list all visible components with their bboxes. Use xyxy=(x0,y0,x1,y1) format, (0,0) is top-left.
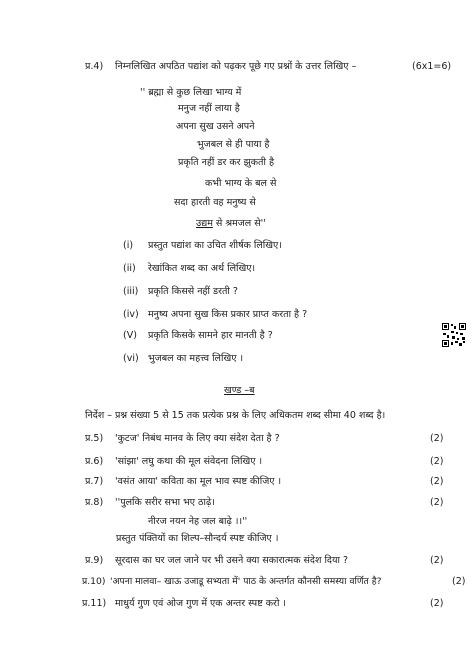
sub-question-text: मनुष्य अपना सुख किस प्रकार प्राप्त करता है ? xyxy=(148,309,308,320)
qr-code-icon xyxy=(442,323,466,347)
question-text: 'सांझा' लघु कथा की मूल संवेदना लिखिए । xyxy=(115,456,263,467)
sub-question-text: भुजबल का महत्त्व लिखिए । xyxy=(148,353,244,364)
question-number: प्र.11) xyxy=(82,598,107,609)
question-number: प्र.6) xyxy=(85,456,104,467)
sub-question-number: (iii) xyxy=(123,286,139,297)
sub-question-number: (V) xyxy=(123,330,137,341)
question-marks: (2) xyxy=(430,456,444,467)
question-marks: (2) xyxy=(430,555,444,566)
question-marks: (2) xyxy=(430,433,444,444)
question-marks: (2) xyxy=(430,598,444,609)
question-text: माधुर्य गुण एवं ओज गुण में एक अन्तर स्पष्ट करो । xyxy=(115,598,287,609)
q4-marks: (6x1=6) xyxy=(412,61,452,72)
sub-question-text: प्रकृति किससे नहीं डरती ? xyxy=(148,286,238,297)
section-heading: खण्ड –ब xyxy=(224,385,255,396)
question-text: सूरदास का घर जल जाने पर भी उसने क्या सकारात्मक संदेश दिया ? xyxy=(115,555,348,566)
poem-line: सदा हारती वह मनुष्य से xyxy=(174,197,256,208)
question-text: 'वसंत आया' कविता का मूल भाव स्पष्ट कीजिए । xyxy=(115,476,282,487)
question-marks: (2) xyxy=(430,476,444,487)
q4-number: प्र.4) xyxy=(85,61,104,72)
sub-question-text: प्रकृति किसके सामने हार मानती है ? xyxy=(148,330,273,341)
underlined-word: उद्यम xyxy=(196,218,213,229)
poem-line: भुजबल से ही पाया है xyxy=(197,139,270,150)
poem-line: अपना सुख उसने अपने xyxy=(176,121,255,132)
question-marks: (2) xyxy=(430,497,444,508)
poem-line: कभी भाग्य के बल से xyxy=(205,178,277,189)
sub-question-text: रेखांकित शब्द का अर्थ लिखिए। xyxy=(148,263,256,274)
question-text: ''पुलकि सरीर सभा भए ठाढ़े। xyxy=(115,497,215,508)
sub-question-number: (iv) xyxy=(123,309,139,320)
question-number: प्र.8) xyxy=(85,497,104,508)
question-text: 'कुटज' निबंध मानव के लिए क्या संदेश देता है ? xyxy=(115,433,280,444)
question-text: 'अपना मालवा– खाऊ उजाडू सभ्यता में' पाठ के अन्तर्गत कौनसी समस्या वर्णित है? xyxy=(110,576,382,587)
question-number: प्र.10) xyxy=(82,576,106,587)
sub-question-number: (vi) xyxy=(123,353,139,364)
poem-line: प्रकृति नहीं डर कर झुकती है xyxy=(178,157,275,168)
sub-question-text: प्रस्तुत पद्यांश का उचित शीर्षक लिखिए। xyxy=(148,240,282,251)
poem-line: मनुज नहीं लाया है xyxy=(178,103,240,114)
q8-question-line: प्रस्तुत पंक्तियों का शिल्प–सौन्दर्य स्पष्ट कीजिए । xyxy=(116,533,279,544)
poem-line-last xyxy=(196,218,266,230)
q4-text: निम्नलिखित अपठित पद्यांश को पढ़कर पूछे गए प्रश्नों के उत्तर लिखिए – xyxy=(115,61,357,72)
question-marks: (2) xyxy=(452,576,466,587)
instruction-text: निर्देश – प्रश्न संख्या 5 से 15 तक प्रत्येक प्रश्न के लिए अधिकतम शब्द सीमा 40 शब्द है। xyxy=(85,410,386,421)
poem-line-rest: से श्रमजल से'' xyxy=(212,218,266,229)
q8-verse-line: नीरज नयन नेह जल बाढ़े ।।'' xyxy=(148,516,248,527)
poem-line: '' ब्रह्मा से कुछ लिखा भाग्य में xyxy=(140,87,242,98)
sub-question-number: (i) xyxy=(123,240,134,251)
question-number: प्र.5) xyxy=(85,433,104,444)
sub-question-number: (ii) xyxy=(123,263,136,274)
question-number: प्र.7) xyxy=(85,476,104,487)
question-number: प्र.9) xyxy=(85,555,104,566)
